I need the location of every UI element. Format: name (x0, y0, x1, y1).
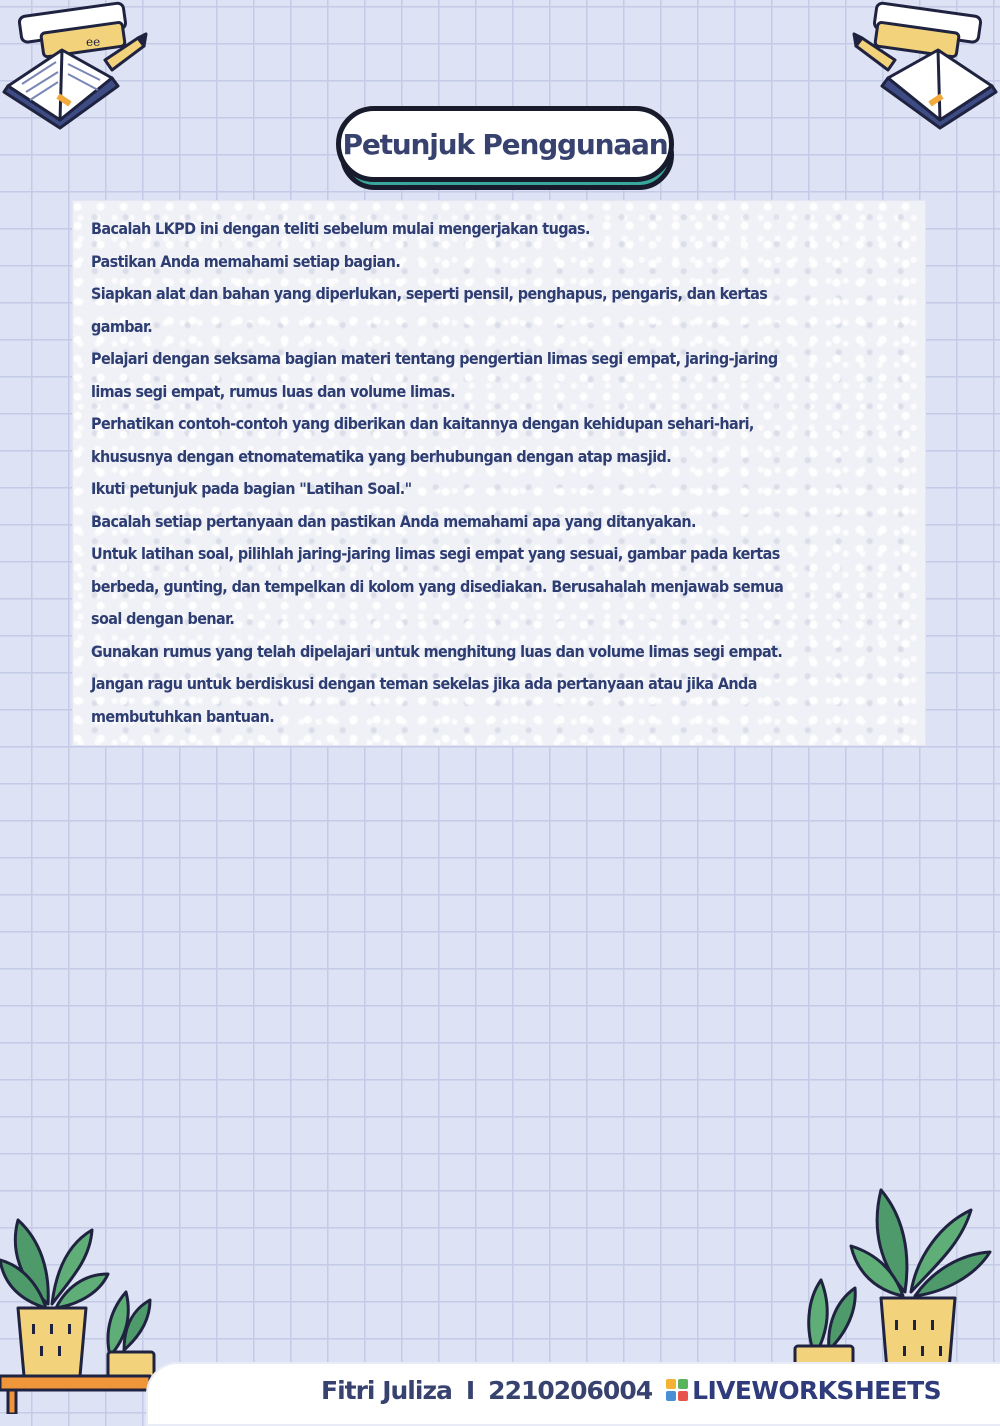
liveworksheets-logo[interactable] (666, 1376, 941, 1405)
instruction-line: soal dengan benar. (91, 609, 235, 628)
author-name: Fitri Juliza (321, 1375, 452, 1405)
books-and-pencil-icon (850, 0, 1000, 140)
instruction-line: Bacalah LKPD ini dengan teliti sebelum mulai mengerjakan tugas. (91, 219, 590, 238)
liveworksheets-logo-icon (666, 1379, 688, 1401)
instruction-line: Perhatikan contoh-contoh yang diberikan dan kaitannya dengan kehidupan sehari-hari, (91, 414, 754, 433)
student-id: 2210206004 (488, 1375, 653, 1405)
instruction-line: Pastikan Anda memahami setiap bagian. (91, 251, 401, 271)
title-badge (336, 106, 676, 194)
instruction-line: gambar. (91, 316, 153, 336)
instruction-line: Bacalah setiap pertanyaan dan pastikan Anda memahami apa yang ditanyakan. (91, 511, 696, 531)
instruction-line: Siapkan alat dan bahan yang diperlukan, seperti pensil, penghapus, pengaris, dan kertas (91, 284, 768, 303)
footer-credits (321, 1372, 941, 1408)
instruction-line: Untuk latihan soal, pilihlah jaring-jaring limas segi empat yang sesuai, gambar pada kertas (91, 544, 780, 563)
footer-separator: I (465, 1375, 475, 1405)
instruction-line: Pelajari dengan seksama bagian materi tentang pengertian limas segi empat, jaring-jaring (91, 349, 778, 368)
title-badge-pill (336, 106, 674, 182)
instruction-line: Jangan ragu untuk berdiskusi dengan teman sekelas jika ada pertanyaan atau jika Anda (91, 674, 757, 693)
page-title: Petunjuk Penggunaan (342, 127, 668, 161)
svg-text:ee: ee (86, 35, 101, 49)
instruction-line: Ikuti petunjuk pada bagian "Latihan Soal." (91, 479, 412, 498)
instruction-line: berbeda, gunting, dan tempelkan di kolom yang disediakan. Berusahalah menjawab semua (91, 576, 784, 596)
books-and-pencil-icon (0, 0, 150, 140)
instruction-line: Gunakan rumus yang telah dipelajari untuk menghitung luas dan volume limas segi empat. (91, 641, 783, 661)
instructions-panel (72, 200, 926, 746)
liveworksheets-brand: LIVEWORKSHEETS (692, 1375, 941, 1405)
instruction-line: membutuhkan bantuan. (91, 706, 275, 726)
instruction-line: khususnya dengan etnomatematika yang berhubungan dengan atap masjid. (91, 446, 672, 466)
instruction-line: limas segi empat, rumus luas dan volume limas. (91, 381, 456, 401)
